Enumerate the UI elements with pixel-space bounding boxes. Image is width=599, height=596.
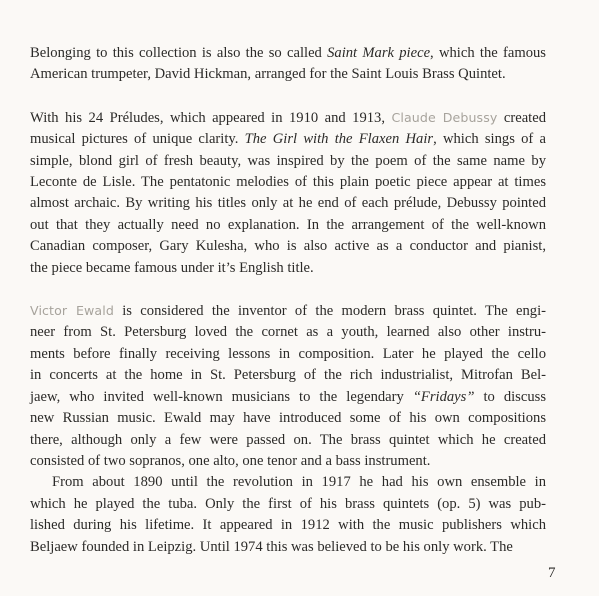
paragraph-gap: [30, 279, 546, 300]
text-line: [30, 64, 546, 85]
text-line: [30, 344, 546, 365]
italic-title: “Fridays”: [412, 388, 475, 405]
text-run: in concerts at the home in St. Petersburg of the rich industrialist, Mitrofan Bel-: [30, 367, 546, 384]
text-run: simple, blond girl of fresh beauty, was inspired by the poem of the same name by: [30, 152, 546, 169]
text-run: Beljaew founded in Leipzig. Until 1974 this was believed to be his only work. The: [30, 538, 513, 555]
text-line: [30, 408, 546, 429]
text-line: [30, 451, 546, 472]
text-run: created: [497, 109, 546, 126]
text-run: there, although only a few were passed on. The brass quintet which he created: [30, 431, 546, 448]
italic-title: The Girl with the Flaxen Hair: [244, 131, 434, 148]
text-run: almost archaic. By writing his titles only at he end of each prélude, Debussy pointed: [30, 195, 546, 212]
text-line: [30, 172, 546, 193]
text-line: [30, 494, 546, 515]
paragraph-saint-mark: [30, 43, 546, 86]
text-run: Belonging to this collection is also the so called: [30, 45, 328, 61]
text-run: , which sings of a: [433, 131, 546, 148]
text-run: Canadian composer, Gary Kulesha, who is also active as a conductor and pianist,: [30, 238, 546, 255]
document-body: [30, 43, 546, 558]
text-run: jaew, who invited well-known musicians to the legendary: [30, 388, 413, 405]
text-run: the piece became famous under it’s English title.: [30, 259, 314, 276]
text-run: out that they actually need no explanation. In the arrangement of the well-known: [30, 216, 546, 233]
text-line: [30, 515, 546, 536]
text-line: [30, 129, 546, 150]
paragraph-debussy: [30, 107, 546, 279]
text-run: is considered the inventor of the modern brass quintet. The engi-: [113, 303, 546, 320]
text-run: to discuss: [474, 388, 546, 405]
text-line: [30, 151, 546, 172]
text-line: [30, 365, 546, 386]
text-line: [30, 236, 546, 257]
text-run: With his 24 Préludes, which appeared in 1910 and 1913,: [30, 109, 392, 126]
text-run: new Russian music. Ewald may have introduced some of his own compositions: [30, 410, 546, 427]
text-line: [30, 215, 546, 236]
text-run: From about 1890 until the revolution in 1917 he had his own ensemble in: [52, 474, 546, 491]
text-line: [30, 193, 546, 214]
composer-name: Claude Debussy: [391, 109, 498, 125]
text-line: [30, 43, 546, 64]
text-line: [30, 430, 546, 451]
italic-title: Saint Mark piece: [327, 45, 431, 61]
text-line: [30, 387, 546, 408]
paragraph-gap: [30, 86, 546, 107]
text-run: musical pictures of unique clarity.: [30, 131, 245, 148]
text-line: [30, 537, 546, 558]
text-run: neer from St. Petersburg loved the cornet as a youth, learned also other instru-: [30, 324, 546, 341]
text-run: American trumpeter, David Hickman, arranged for the Saint Louis Brass Quintet.: [30, 66, 506, 83]
text-line: [30, 472, 546, 493]
composer-name: Victor Ewald: [30, 303, 114, 319]
text-line: [30, 300, 546, 322]
text-run: consisted of two sopranos, one alto, one tenor and a bass instrument.: [30, 452, 431, 469]
text-run: ments before finally receiving lessons in composition. Later he played the cello: [30, 345, 546, 362]
text-line: [30, 258, 546, 279]
text-run: Leconte de Lisle. The pentatonic melodies of this plain poetic piece appear at times: [30, 174, 546, 191]
text-run: , which the famous: [430, 45, 546, 61]
text-line: [30, 107, 546, 129]
text-line: [30, 322, 546, 343]
text-run: lished during his lifetime. It appeared in 1912 with the music publishers which: [30, 517, 546, 534]
paragraph-ewald: [30, 300, 546, 472]
text-run: which he played the tuba. Only the first of his brass quintets (op. 5) was pub-: [30, 495, 546, 512]
paragraph-ewald-ensemble: [30, 472, 546, 558]
page-number: 7: [548, 565, 556, 581]
